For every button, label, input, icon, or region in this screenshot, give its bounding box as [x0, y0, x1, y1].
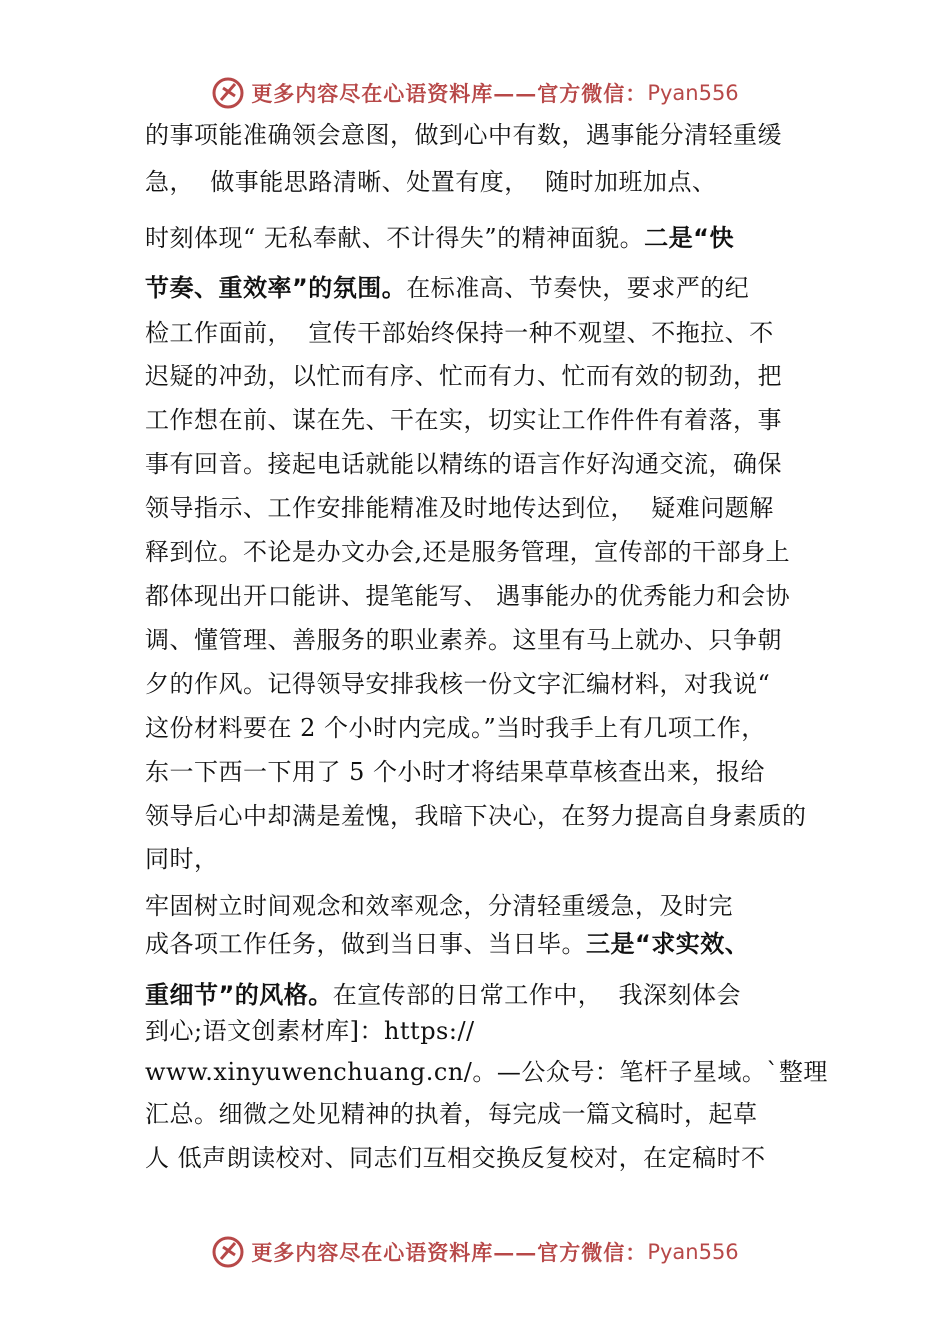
- bold-heading: 三是“求实效、: [586, 930, 750, 958]
- text-line: 事有回音。接起电话就能以精练的语言作好沟通交流，确保: [145, 450, 782, 478]
- footer-text: 更多内容尽在心语资料库——官方微信：: [251, 1240, 648, 1265]
- text-line: [145, 980, 741, 1010]
- text-run: 在宣传部的日常工作中， 我深刻体会: [332, 981, 742, 1009]
- footer-wechat: Pyan556: [647, 1240, 739, 1264]
- text-line: [145, 929, 749, 959]
- text-line: 同时，: [145, 845, 219, 873]
- text-line: 工作想在前、谋在先、干在实，切实让工作件件有着落，事: [145, 406, 782, 434]
- text-line: 夕的作风。记得领导安排我核一份文字汇编材料，对我说“: [145, 670, 771, 698]
- text-line: 的事项能准确领会意图，做到心中有数，遇事能分清轻重缓: [145, 121, 782, 149]
- text-line: 迟疑的冲劲，以忙而有序、忙而有力、忙而有效的韧劲，把: [145, 362, 782, 390]
- bold-heading: 二是“快: [644, 224, 734, 252]
- text-line: 都体现出开口能讲、提笔能写、 遇事能办的优秀能力和会协: [145, 582, 791, 610]
- text-line: 汇总。细微之处见精神的执着，每完成一篇文稿时，起草: [145, 1100, 758, 1128]
- text-line: 牢固树立时间观念和效率观念，分清轻重缓急，及时完: [145, 892, 733, 920]
- text-line: 人 低声朗读校对、同志们互相交换反复校对，在定稿时不: [145, 1144, 766, 1172]
- logo-icon: [211, 76, 245, 110]
- text-line: [145, 273, 749, 303]
- header-wechat: Pyan556: [647, 81, 739, 105]
- text-line: 释到位。不论是办文办会,还是服务管理，宣传部的干部身上: [145, 538, 791, 566]
- text-run: 时刻体现“ 无私奉献、不计得失”的精神面貌。: [145, 224, 645, 252]
- text-line: 领导后心中却满是羞愧，我暗下决心，在努力提高自身素质的: [145, 802, 807, 830]
- text-run: 在标准高、节奏快，要求严的纪: [406, 274, 750, 302]
- text-line: 这份材料要在 2 个小时内完成。”当时我手上有几项工作，: [145, 714, 766, 742]
- text-line: 领导指示、工作安排能精准及时地传达到位， 疑难问题解: [145, 494, 774, 522]
- text-line: [145, 223, 734, 253]
- header-text: 更多内容尽在心语资料库——官方微信：: [251, 81, 648, 106]
- footer-banner: [0, 1232, 950, 1272]
- text-run: 成各项工作任务，做到当日事、当日毕。: [145, 930, 586, 958]
- bold-heading: 节奏、重效率”的氛围。: [145, 274, 407, 302]
- text-line: 到心;语文创素材库]：https://: [145, 1017, 475, 1045]
- logo-icon: [211, 1235, 245, 1269]
- header-banner: [0, 73, 950, 113]
- text-line: 东一下西一下用了 5 个小时才将结果草草核查出来，报给: [145, 758, 766, 786]
- text-line: 检工作面前， 宣传干部始终保持一种不观望、不拖拉、不: [145, 319, 774, 347]
- text-line: www.xinyuwenchuang.cn/。—公众号：笔杆子星域。`整理: [145, 1058, 828, 1086]
- text-line: 急， 做事能思路清晰、处置有度， 随时加班加点、: [145, 168, 717, 196]
- bold-heading: 重细节”的风格。: [145, 981, 333, 1009]
- text-line: 调、懂管理、善服务的职业素养。这里有马上就办、只争朝: [145, 626, 782, 654]
